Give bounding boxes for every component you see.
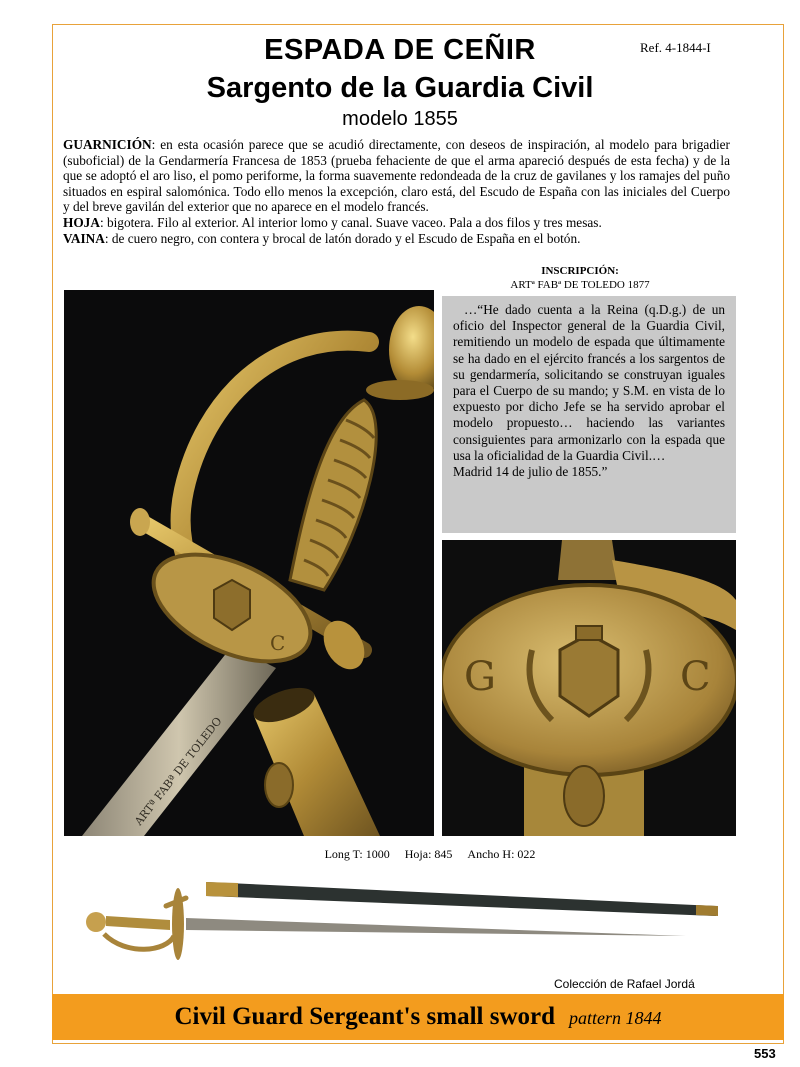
hoja-label: HOJA [63, 214, 100, 230]
measurements [0, 847, 800, 862]
guard-detail-photo [442, 540, 736, 836]
guarnicion-text: : en esta ocasión parece que se acudió directamente, con deseos de inspiración, al modelo para brigadier (suboficial) de la Gendarmería Francesa de 1853 (prueba fehaciente de que el arma apareció después de esta fecha) y de la que se adoptó el aro liso, el pomo periforme, la forma suavemente redondeada de la cruz de gavilanes y los ramajes del puño situados en espiral salomónica. Todo ello menos la excepción, claro está, del Escudo de España con las iniciales del Cuerpo y del breve gavilán del exterior que no aparece en el modelo francés. [63, 137, 730, 215]
detail-initial-c: C [680, 654, 711, 700]
full-sword-illustration [66, 876, 726, 968]
guarnicion-label: GUARNICIÓN [63, 137, 152, 152]
scabbard [206, 882, 718, 916]
coat-of-arms [214, 580, 250, 630]
hoja-text: : bigotera. Filo al exterior. Al interior lomo y canal. Suave vaceo. Pala a dos filos y tres mesas. [99, 214, 602, 230]
blade-inscription: ARTª FABª DE TOLEDO [132, 714, 225, 828]
sword-hilt [86, 888, 186, 960]
banner-pattern: pattern 1844 [569, 1008, 662, 1028]
vaina-label: VAINA [63, 230, 105, 246]
subtitle: modelo 1855 [342, 108, 458, 130]
reference-number: Ref. 4-1844-I [640, 40, 711, 55]
total-length: Long T: 1000 [324, 847, 390, 861]
grip-base [558, 540, 618, 580]
hilt-photo [64, 290, 434, 836]
quote-signature: Madrid 14 de julio de 1855.” [453, 464, 608, 480]
hilt-illustration [64, 290, 434, 836]
guard-detail-illustration [442, 540, 736, 836]
scabbard-throat [249, 681, 380, 836]
detail-coat-of-arms [560, 634, 618, 716]
title-line-1: ESPADA DE CEÑIR [264, 34, 536, 66]
description-block [63, 137, 730, 246]
guard-initial-c: C [270, 631, 286, 655]
page-number: 553 [754, 1046, 776, 1061]
inscription-text: ARTª FABª DE TOLEDO 1877 [510, 279, 650, 291]
guarnicion-paragraph [63, 137, 730, 215]
blade-shape [82, 646, 276, 836]
detail-initial-g: G [464, 654, 496, 700]
scabbard-crest [564, 766, 604, 826]
blade-length: Hoja: 845 [404, 847, 453, 861]
collection-credit: Colección de Rafael Jordá [554, 977, 695, 991]
hilt-width: Ancho H: 022 [467, 847, 536, 861]
quote-box [442, 296, 736, 533]
crown [576, 626, 602, 640]
vaina-paragraph [63, 231, 730, 247]
english-title-banner [52, 994, 784, 1040]
title-line-2: Sargento de la Guardia Civil [206, 72, 594, 104]
sword-blade [186, 918, 686, 936]
inscription-label: INSCRIPCIÓN: [541, 265, 619, 277]
vaina-text: : de cuero negro, con contera y brocal de latón dorado y el Escudo de España en el botón. [104, 230, 581, 246]
full-sword-photo [66, 876, 726, 968]
pommel-collar [366, 380, 434, 400]
quote-text: …“He dado cuenta a la Reina (q.D.g.) de un oficio del Inspector general de la Guardia Civil, remitiendo un modelo de espada que últimamente se ha dado en el ejército francés a los sargentos de su gendarmería, solicitando se construyan iguales para el Cuerpo de su mando; y S.M. en vista de lo expuesto por dicho Jefe se ha servido aprobar el modelo propuesto… haciendo las variantes consiguientes para armonizarlo con la espada que usa la oficialidad de la Guardia Civil.… [453, 302, 725, 463]
banner-title: Civil Guard Sergeant's small sword [174, 1003, 556, 1030]
hoja-paragraph [63, 215, 730, 231]
